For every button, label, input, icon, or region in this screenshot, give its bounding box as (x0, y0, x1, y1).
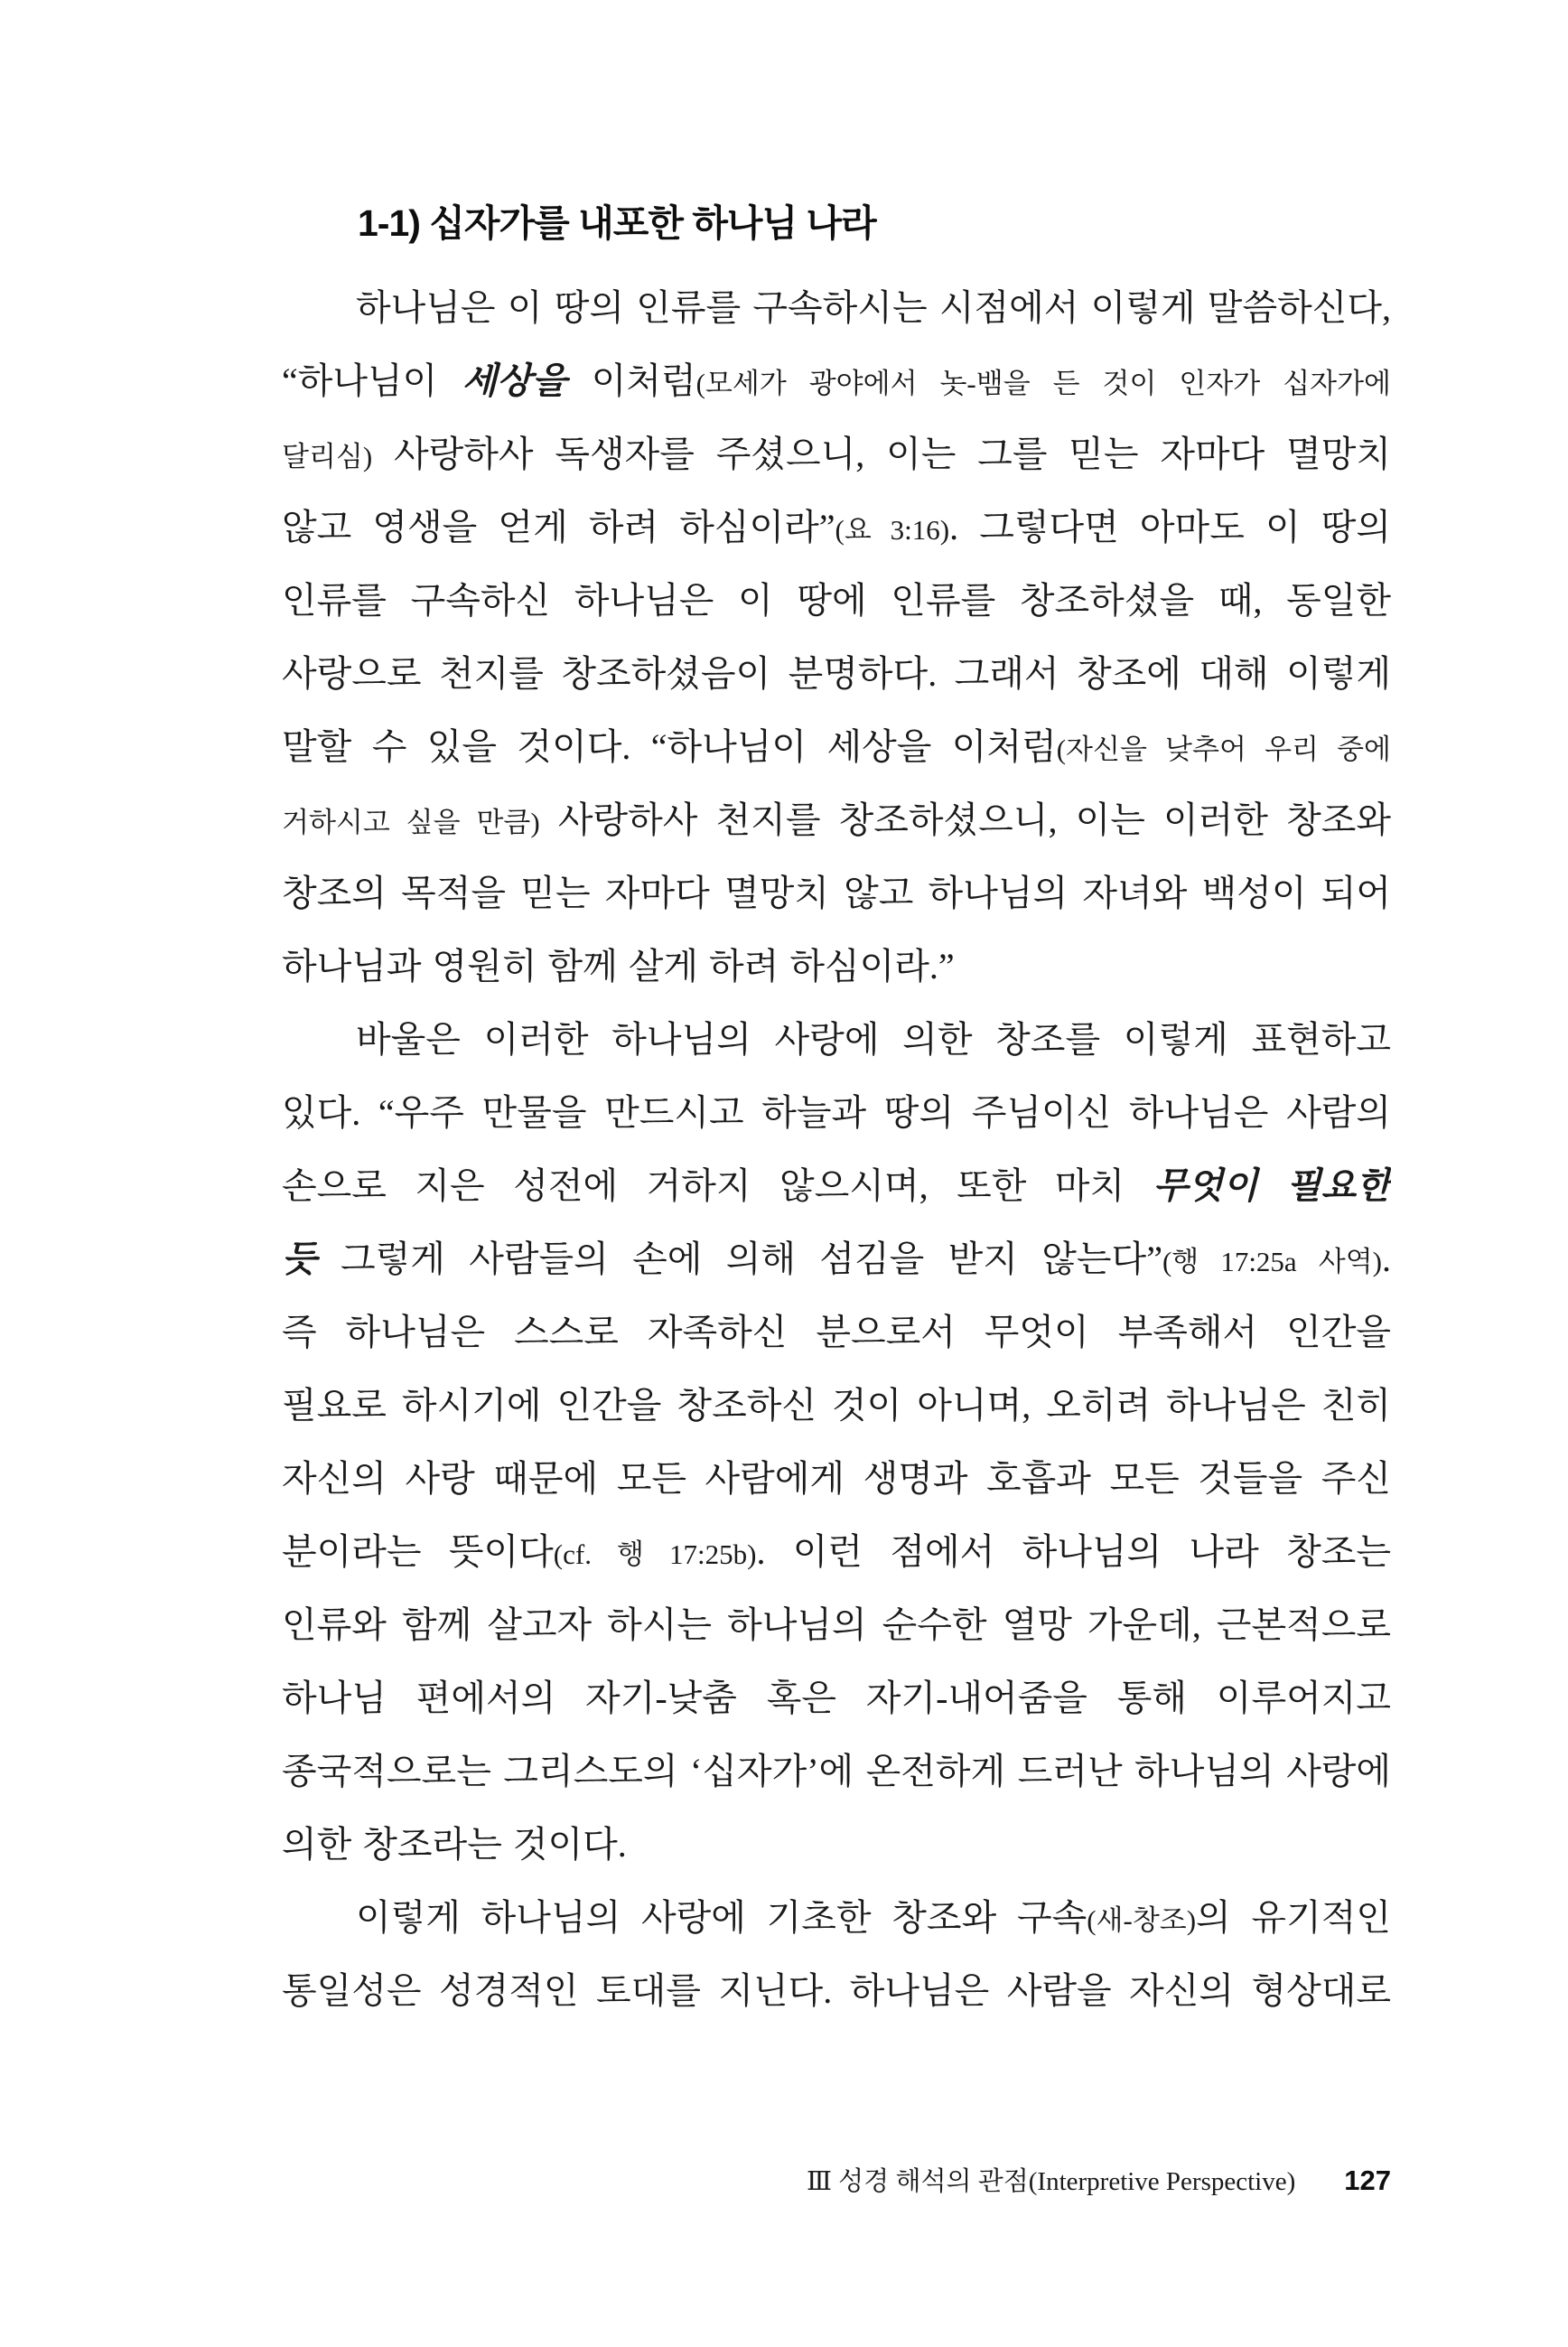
body-text-segment: 통일성은 성경적인 토대를 지닌다. 하나님은 사람을 자신의 형상대로 (282, 1970, 1391, 2011)
text-line (282, 1661, 1391, 1735)
section-heading: 1-1) 십자가를 내포한 하나님 나라 (358, 202, 876, 244)
text-line (282, 491, 1391, 564)
text-line (282, 1076, 1391, 1149)
body-text-segment: 하나님과 영원히 함께 살게 하려 하심이라.” (282, 946, 955, 986)
body-text-segment: “하나님이 (282, 360, 462, 401)
body-text-segment: 하나님은 이 땅의 인류를 구속하시는 시점에서 이렇게 말씀하신다, (356, 287, 1391, 328)
annotation-text: (cf. 행 17:25b) (553, 1538, 757, 1570)
text-line (282, 1149, 1391, 1222)
body-text-segment: 의 유기적인 (1196, 1897, 1391, 1938)
emphasis-text: 무엇이 필요한 (1153, 1165, 1391, 1206)
body-text-segment: 않고 영생을 얻게 하려 하심이라” (282, 507, 835, 547)
body-text-segment: 하나님 편에서의 자기-낮춤 혹은 자기-내어줌을 통해 이루어지고 (282, 1678, 1391, 1718)
body-text-segment: 의한 창조라는 것이다. (282, 1824, 627, 1865)
text-line (282, 417, 1391, 491)
text-line (282, 1588, 1391, 1661)
body-text-segment: 창조의 목적을 믿는 자마다 멸망치 않고 하나님의 자녀와 백성이 되어 (282, 873, 1391, 913)
footer-section-label: Ⅲ 성경 해석의 관점(Interpretive Perspective) (806, 2167, 1296, 2196)
body-text-segment: 사랑하사 독생자를 주셨으니, 이는 그를 믿는 자마다 멸망치 (372, 434, 1391, 474)
body-text-segment: 이렇게 하나님의 사랑에 기초한 창조와 구속 (356, 1897, 1087, 1938)
text-line (282, 930, 1391, 1003)
body-text-segment: 분이라는 뜻이다 (282, 1531, 554, 1572)
annotation-text: 거하시고 싶을 만큼) (282, 807, 540, 838)
annotation-text: (자신을 낮추어 우리 중에 (1056, 734, 1391, 765)
body-text-segment: 필요로 하시기에 인간을 창조하신 것이 아니며, 오히려 하나님은 친히 (282, 1385, 1391, 1426)
body-text-segment: 그렇게 사람들의 손에 의해 섬김을 받지 않는다” (316, 1239, 1162, 1279)
body-text-segment: 말할 수 있을 것이다. “하나님이 세상을 이처럼 (282, 726, 1057, 767)
body-text (282, 271, 1391, 2027)
annotation-text: 달리심) (282, 441, 373, 472)
emphasis-text: 세상을 (462, 360, 567, 401)
body-text-segment: . 그렇다면 아마도 이 땅의 (949, 507, 1391, 547)
body-text-segment: 자신의 사랑 때문에 모든 사람에게 생명과 호흡과 모든 것들을 주신 (282, 1458, 1391, 1499)
body-text-segment: . (1382, 1239, 1391, 1279)
text-line (282, 1808, 1391, 1881)
text-line (282, 856, 1391, 930)
text-line (282, 1222, 1391, 1295)
text-line (282, 783, 1391, 856)
body-text-segment: . 이런 점에서 하나님의 나라 창조는 (756, 1531, 1391, 1572)
body-text-segment: 이처럼 (566, 360, 696, 401)
body-text-segment: 있다. “우주 만물을 만드시고 하늘과 땅의 주님이신 하나님은 사람의 (282, 1092, 1391, 1133)
body-text-segment: 인류와 함께 살고자 하시는 하나님의 순수한 열망 가운데, 근본적으로 (282, 1604, 1391, 1645)
text-line (282, 1735, 1391, 1808)
body-text-segment: 사랑으로 천지를 창조하셨음이 분명하다. 그래서 창조에 대해 이렇게 (282, 653, 1391, 694)
body-text-segment: 사랑하사 천지를 창조하셨으니, 이는 이러한 창조와 (539, 799, 1391, 840)
body-text-segment: 즉 하나님은 스스로 자족하신 분으로서 무엇이 부족해서 인간을 (282, 1312, 1391, 1352)
text-line (282, 1954, 1391, 2027)
emphasis-text: 듯 (282, 1239, 317, 1279)
body-text-segment: 종국적으로는 그리스도의 ‘십자가’에 온전하게 드러난 하나님의 사랑에 (282, 1751, 1391, 1791)
annotation-text: (모세가 광야에서 놋-뱀을 든 것이 인자가 십자가에 (695, 368, 1391, 399)
body-text-segment: 손으로 지은 성전에 거하지 않으시며, 또한 마치 (282, 1165, 1153, 1206)
annotation-text: (행 17:25a 사역) (1162, 1246, 1382, 1277)
text-line (282, 344, 1391, 417)
text-line (282, 1442, 1391, 1515)
text-line (282, 1881, 1391, 1954)
annotation-text: (요 3:16) (835, 514, 950, 546)
page-footer (282, 2161, 1391, 2198)
body-text-segment: 인류를 구속하신 하나님은 이 땅에 인류를 창조하셨을 때, 동일한 (282, 580, 1391, 621)
text-line (282, 710, 1391, 783)
text-line (282, 1003, 1391, 1076)
page-number: 127 (1344, 2165, 1391, 2196)
text-line (282, 1295, 1391, 1369)
body-text-segment: 바울은 이러한 하나님의 사랑에 의한 창조를 이렇게 표현하고 (356, 1019, 1391, 1060)
annotation-text: (새-창조) (1087, 1904, 1197, 1936)
text-line (282, 271, 1391, 344)
text-line (282, 564, 1391, 637)
text-line (282, 637, 1391, 710)
text-line (282, 1369, 1391, 1442)
text-line (282, 1515, 1391, 1588)
